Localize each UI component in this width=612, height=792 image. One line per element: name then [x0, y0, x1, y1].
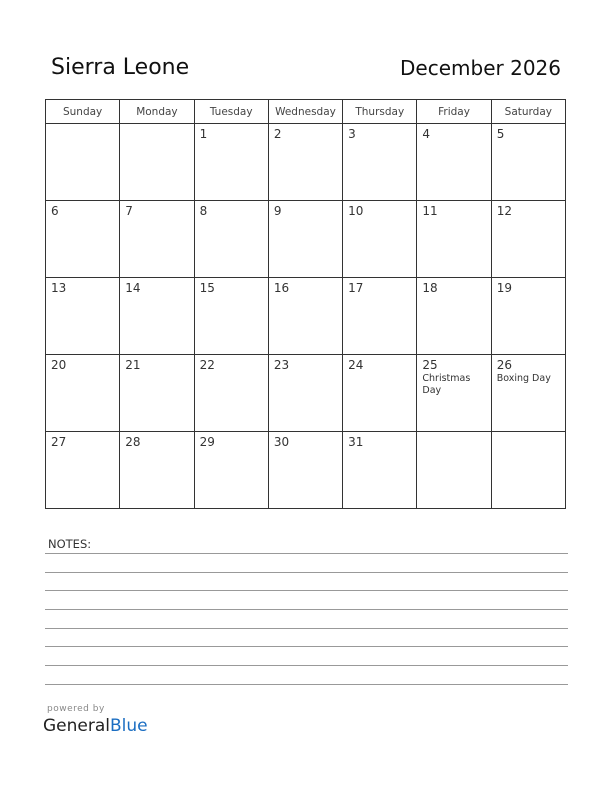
day-cell: [491, 124, 565, 201]
day-cell: [46, 355, 120, 432]
day-cell: [491, 278, 565, 355]
notes-label: NOTES:: [48, 537, 92, 551]
day-number: 28: [125, 435, 141, 449]
day-cell: [343, 201, 417, 278]
weekday-tuesday: Tuesday: [194, 100, 268, 124]
day-number: 7: [125, 204, 133, 218]
day-number: 12: [496, 204, 512, 218]
day-number: 23: [273, 358, 290, 372]
note-line: [45, 572, 568, 573]
brand-blue: Blue: [110, 716, 148, 736]
note-line: [45, 609, 568, 610]
weekday-thursday: Thursday: [343, 100, 417, 124]
day-cell: [268, 278, 342, 355]
day-cell: [46, 278, 120, 355]
day-number: 30: [273, 435, 290, 449]
day-cell: [120, 278, 194, 355]
day-number: 15: [199, 281, 215, 295]
day-cell: [491, 355, 565, 432]
day-cell: [343, 355, 417, 432]
brand-logo: [43, 716, 148, 736]
week-row: [46, 201, 566, 278]
day-cell: [120, 432, 194, 509]
day-number: 5: [496, 127, 505, 141]
day-cell: [343, 432, 417, 509]
day-cell: [268, 124, 342, 201]
day-number: 9: [273, 204, 282, 218]
day-cell: [120, 355, 194, 432]
day-number: 29: [199, 435, 215, 449]
day-number: 24: [348, 358, 364, 372]
day-cell: [343, 124, 417, 201]
country-title: Sierra Leone: [51, 55, 190, 80]
day-cell: [417, 201, 491, 278]
day-cell: [194, 124, 268, 201]
day-number: 13: [51, 281, 67, 295]
holiday-label: Boxing Day: [496, 373, 551, 384]
day-number: 22: [199, 358, 215, 372]
day-cell: [46, 124, 120, 201]
powered-by-label: powered by: [47, 704, 105, 714]
week-row: [46, 278, 566, 355]
day-cell: [194, 355, 268, 432]
weekday-header-row: [46, 100, 566, 124]
day-number: 19: [496, 281, 512, 295]
weekday-sunday: Sunday: [46, 100, 120, 124]
day-cell: [46, 432, 120, 509]
day-cell: [194, 201, 268, 278]
note-line: [45, 665, 568, 666]
day-cell: [491, 201, 565, 278]
day-cell: [194, 278, 268, 355]
day-cell: [268, 432, 342, 509]
note-line: [45, 646, 568, 647]
day-number: 25: [422, 358, 438, 372]
week-row: [46, 432, 566, 509]
day-number: 1: [199, 127, 208, 141]
day-cell: [417, 432, 491, 509]
weekday-wednesday: Wednesday: [268, 100, 342, 124]
day-number: 11: [422, 204, 438, 218]
day-cell: [417, 355, 491, 432]
day-cell: [343, 278, 417, 355]
day-cell: [194, 432, 268, 509]
month-title: December 2026: [400, 56, 561, 80]
day-number: 31: [348, 435, 364, 449]
day-number: 18: [422, 281, 438, 295]
day-cell: [46, 201, 120, 278]
day-number: 10: [348, 204, 364, 218]
week-row: [46, 355, 566, 432]
day-cell: [120, 124, 194, 201]
weekday-saturday: Saturday: [491, 100, 565, 124]
day-number: 27: [51, 435, 67, 449]
holiday-label: Christmas Day: [422, 373, 471, 396]
week-row: [46, 124, 566, 201]
note-line: [45, 628, 568, 629]
day-number: 4: [422, 127, 431, 141]
day-cell: [417, 124, 491, 201]
day-cell: [268, 201, 342, 278]
note-line: [45, 590, 568, 591]
day-number: 21: [125, 358, 141, 372]
day-number: 20: [51, 358, 67, 372]
day-number: 17: [348, 281, 364, 295]
day-cell: [491, 432, 565, 509]
day-number: 14: [125, 281, 141, 295]
day-number: 2: [273, 127, 282, 141]
day-number: 6: [51, 204, 59, 218]
note-line: [45, 684, 568, 685]
day-number: 3: [348, 127, 356, 141]
weekday-friday: Friday: [417, 100, 491, 124]
day-number: 8: [199, 204, 208, 218]
note-line: [45, 553, 568, 554]
day-number: 26: [496, 358, 512, 372]
brand-general: General: [43, 716, 110, 736]
weekday-monday: Monday: [120, 100, 194, 124]
day-cell: [268, 355, 342, 432]
day-cell: [417, 278, 491, 355]
day-number: 16: [273, 281, 290, 295]
calendar-grid: [45, 99, 566, 509]
day-cell: [120, 201, 194, 278]
